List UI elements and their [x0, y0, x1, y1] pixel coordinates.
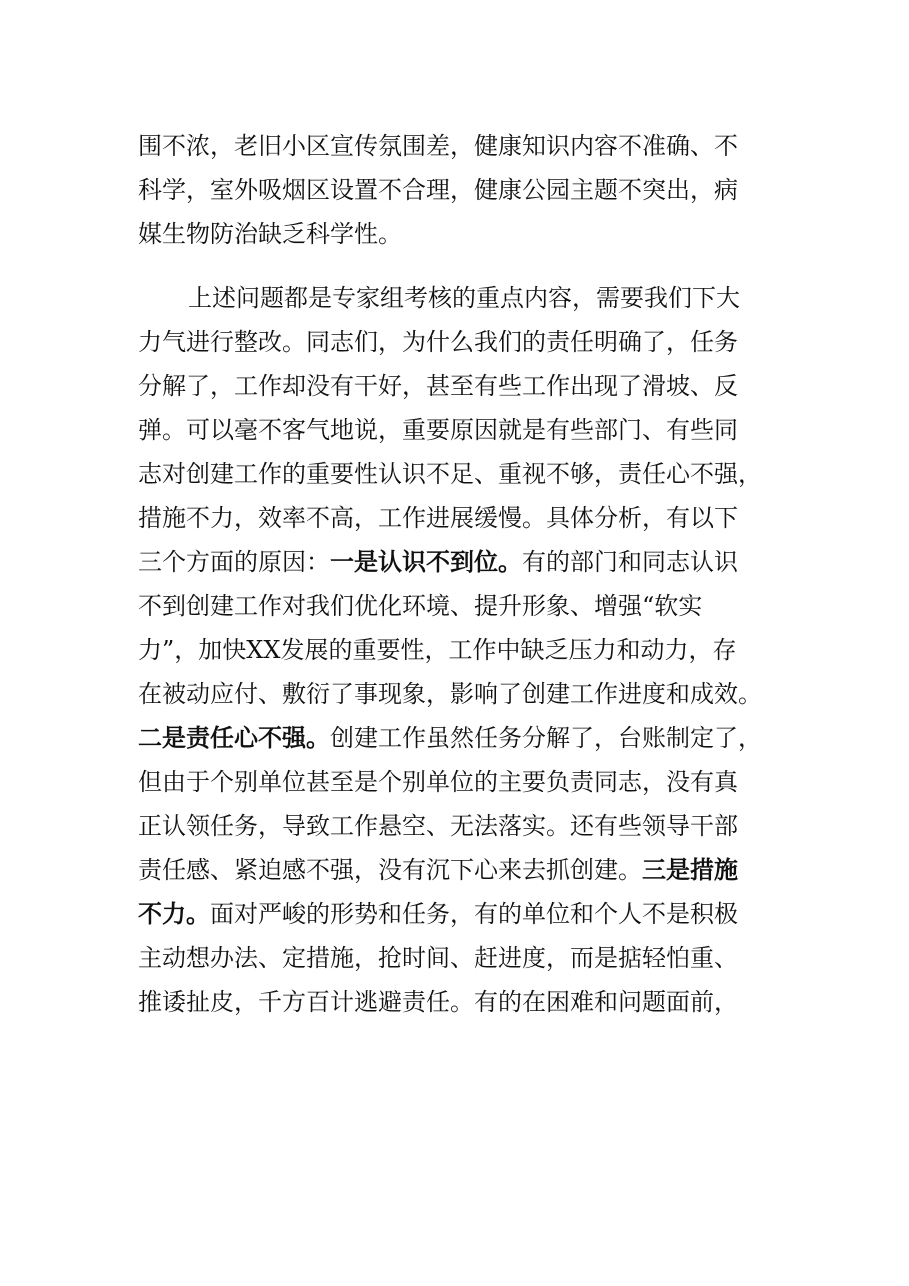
- text-line: 科学，室外吸烟区设置不合理，健康公园主题不突出，病: [138, 176, 738, 204]
- text-line: 志对创建工作的重要性认识不足、重视不够，责任心不强，: [138, 460, 762, 488]
- paragraph-1: [138, 124, 778, 256]
- text-line: 在被动应付、敷衍了事现象，影响了创建工作进度和成效。: [138, 680, 762, 708]
- text-line: 主动想办法、定措施，抢时间、赶进度，而是掂轻怕重、: [138, 944, 738, 972]
- text-run: 责任感、紧迫感不强，没有沉下心来去抓创建。: [138, 856, 642, 884]
- bold-heading-3-cont: 不力。: [138, 900, 210, 928]
- text-run: 三个方面的原因：: [138, 548, 330, 576]
- text-line: 力气进行整改。同志们，为什么我们的责任明确了，任务: [138, 328, 738, 356]
- text-line: [138, 540, 778, 584]
- text-run: 创建工作虽然任务分解了，台账制定了，: [330, 724, 762, 752]
- text-line: 围不浓，老旧小区宣传氛围差，健康知识内容不准确、不: [138, 132, 738, 160]
- text-line: 正认领任务，导致工作悬空、无法落实。还有些领导干部: [138, 812, 738, 840]
- paragraph-gap: [138, 256, 778, 276]
- text-line: 弹。可以毫不客气地说，重要原因就是有些部门、有些同: [138, 416, 738, 444]
- text-line: 媒生物防治缺乏科学性。: [138, 220, 402, 248]
- text-line: 力”，加快XX发展的重要性，工作中缺乏压力和动力，存: [138, 636, 737, 664]
- body-text: [138, 124, 778, 1024]
- text-line: [138, 848, 778, 892]
- text-run: 有的部门和同志认识: [522, 548, 738, 576]
- text-line: 上述问题都是专家组考核的重点内容，需要我们下大: [188, 284, 740, 312]
- bold-heading-1: 一是认识不到位。: [330, 548, 522, 576]
- text-run: 面对严峻的形势和任务，有的单位和个人不是积极: [210, 900, 738, 928]
- bold-heading-2: 二是责任心不强。: [138, 724, 330, 752]
- text-line: 分解了，工作却没有干好，甚至有些工作出现了滑坡、反: [138, 372, 738, 400]
- text-line: 措施不力，效率不高，工作进展缓慢。具体分析，有以下: [138, 504, 738, 532]
- text-line: 不到创建工作对我们优化环境、提升形象、增强“软实: [138, 592, 703, 620]
- bold-heading-3: 三是措施: [642, 856, 738, 884]
- paragraph-2: [138, 276, 778, 1024]
- text-line: [138, 892, 778, 936]
- text-line: [138, 716, 778, 760]
- text-line: 推诿扯皮，千方百计逃避责任。有的在困难和问题面前，: [138, 988, 738, 1016]
- text-line: 但由于个别单位甚至是个别单位的主要负责同志，没有真: [138, 768, 738, 796]
